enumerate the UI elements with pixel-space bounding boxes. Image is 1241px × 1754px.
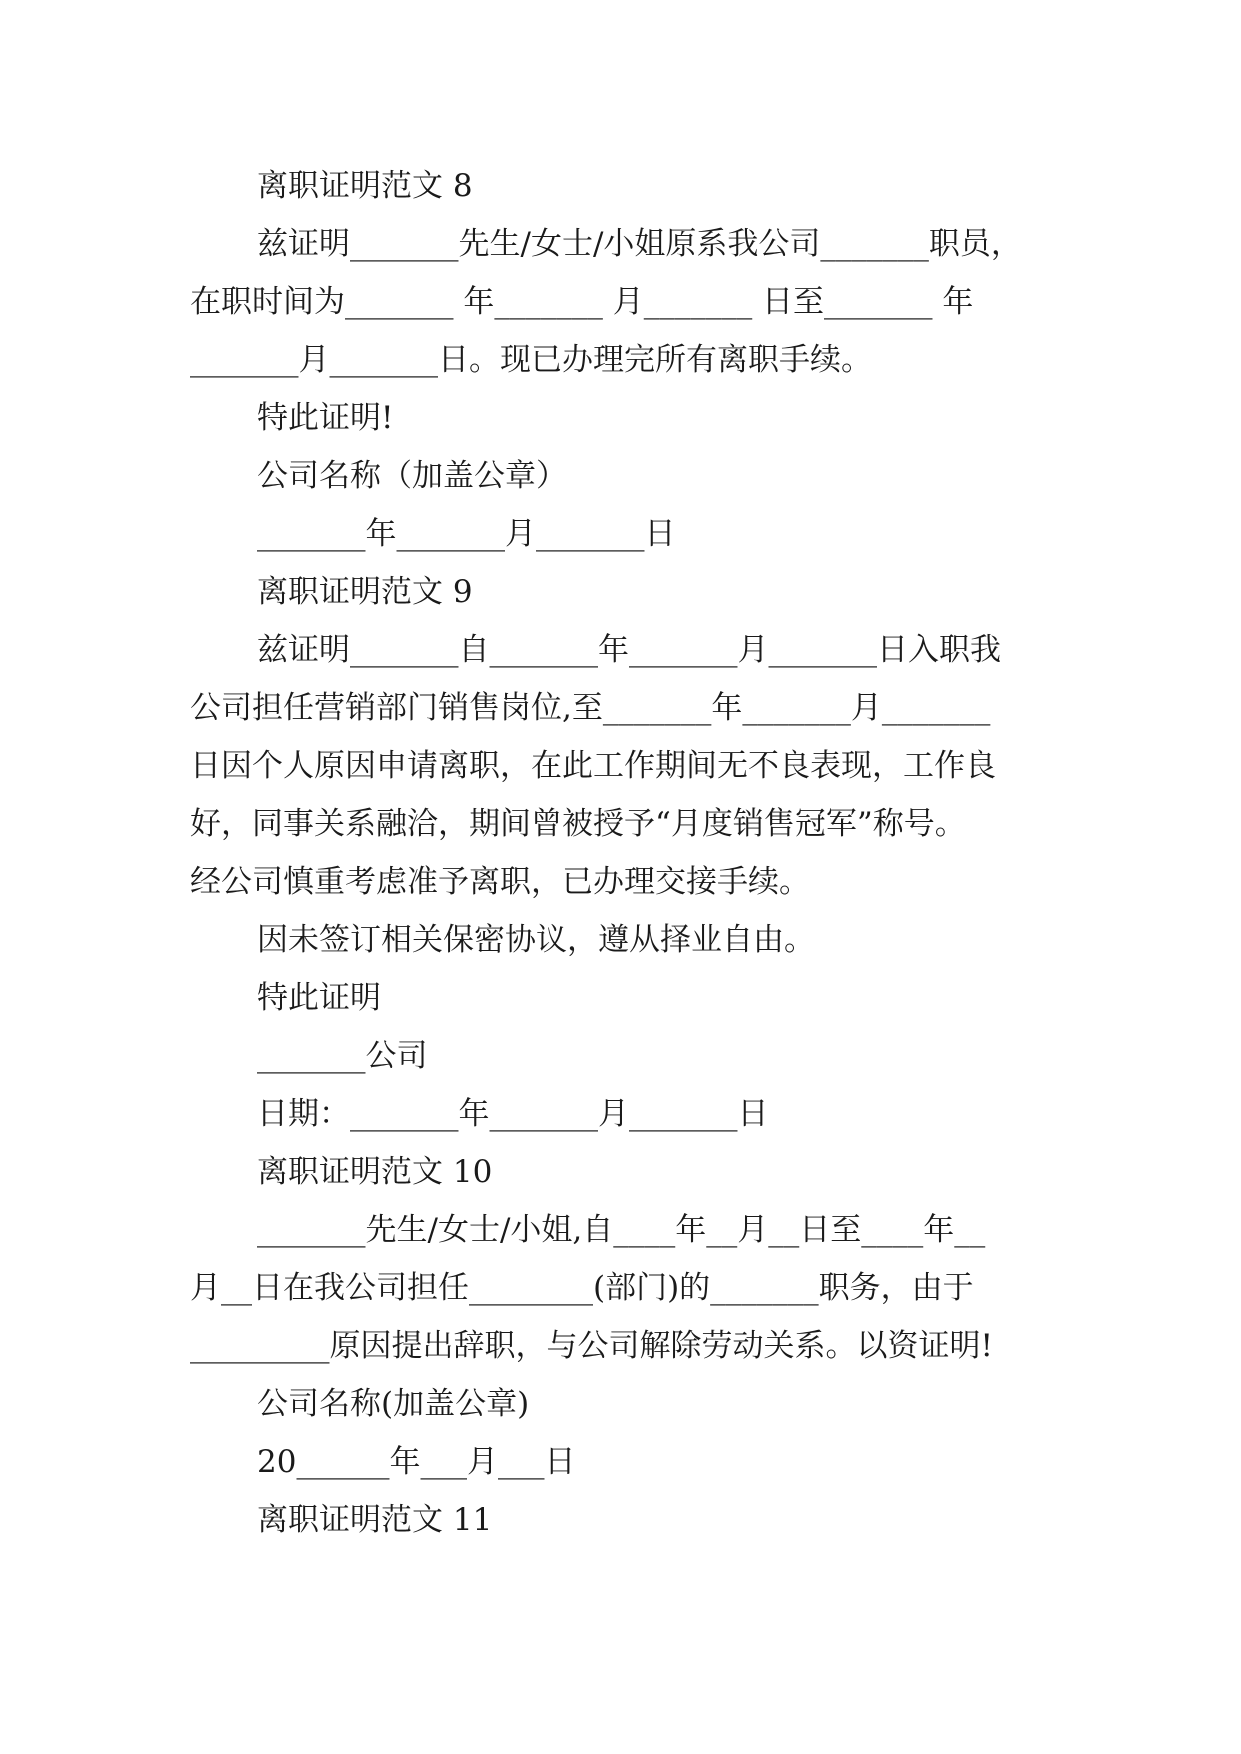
company-line: _______公司: [257, 1038, 428, 1074]
paragraph-line: _______月_______日。现已办理完所有离职手续。: [190, 342, 872, 378]
heading-sample-9: 离职证明范文 9: [257, 574, 473, 610]
paragraph-line: 月__日在我公司担任________(部门)的_______职务，由于: [190, 1270, 974, 1306]
heading-sample-11: 离职证明范文 11: [257, 1502, 493, 1538]
heading-sample-8: 离职证明范文 8: [257, 168, 473, 204]
date-line: _______年_______月_______日: [257, 516, 676, 552]
date-line: 日期：_______年_______月_______日: [257, 1096, 769, 1132]
paragraph-line: 好，同事关系融洽，期间曾被授予“月度销售冠军”称号。: [190, 806, 966, 842]
paragraph-line: 兹证明_______先生/女士/小姐原系我公司_______职员，: [257, 226, 1022, 262]
certify-line: 特此证明!: [257, 400, 394, 436]
company-seal-line: 公司名称(加盖公章): [257, 1386, 530, 1422]
paragraph-line: 日因个人原因申请离职，在此工作期间无不良表现，工作良: [190, 748, 996, 784]
paragraph-line: 兹证明_______自_______年_______月_______日入职我: [257, 632, 1001, 668]
paragraph-line: 因未签订相关保密协议，遵从择业自由。: [257, 922, 815, 958]
date-line: 20______年___月___日: [257, 1444, 576, 1480]
company-seal-line: 公司名称（加盖公章）: [257, 458, 567, 494]
certify-line: 特此证明: [257, 980, 381, 1016]
paragraph-line: 在职时间为_______ 年_______ 月_______ 日至_______ 年: [190, 284, 974, 320]
heading-sample-10: 离职证明范文 10: [257, 1154, 493, 1190]
paragraph-line: _________原因提出辞职，与公司解除劳动关系。以资证明!: [190, 1328, 993, 1364]
paragraph-line: 经公司慎重考虑准予离职，已办理交接手续。: [190, 864, 810, 900]
paragraph-line: 公司担任营销部门销售岗位,至_______年_______月_______: [190, 690, 991, 726]
paragraph-line: _______先生/女士/小姐,自____年__月__日至____年__: [257, 1212, 986, 1248]
